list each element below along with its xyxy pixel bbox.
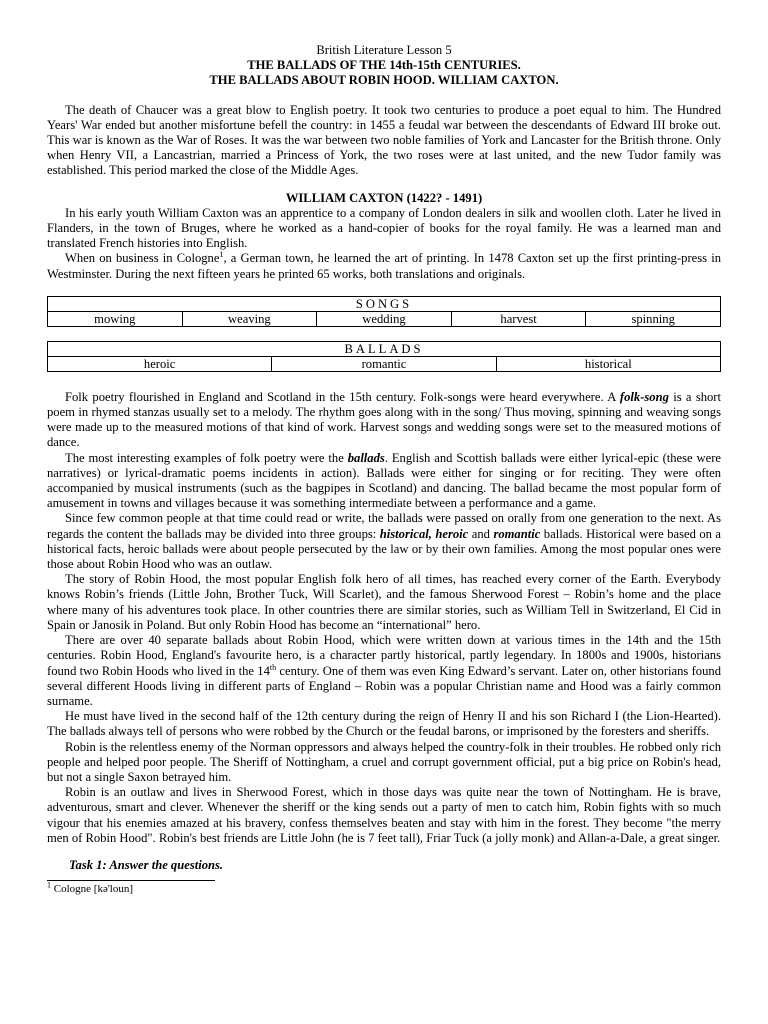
body-p5-text-a: There are over 40 separate ballads about Robin Hood, which were written down at various times in the 14th and the 15th centuries. Robin Hood, England's favourite hero, is a character partly historical, partly legendary. In 1800s and 1900s, historians found two Robin Hoods who lived in the 14	[47, 633, 721, 678]
term-ballads: ballads	[347, 450, 385, 465]
ballads-cell: romantic	[272, 356, 496, 371]
songs-table	[47, 296, 721, 327]
footnote-mark: 1	[47, 880, 51, 890]
body-p5-text-b: century. One of them was even King Edward’s servant. Later on, other historians found several different Hoods living in different parts of England – Robin was a popular Christian name and Hood was a fairly common surname.	[47, 663, 721, 708]
term-historical: historical	[379, 526, 429, 541]
document-header	[47, 43, 721, 89]
task-heading: Task 1: Answer the questions.	[69, 857, 224, 872]
term-heroic: heroic	[435, 526, 469, 541]
body-p3-sep-2: and	[468, 526, 494, 541]
body-paragraph-3	[47, 511, 721, 572]
body-paragraph-2	[47, 451, 721, 512]
term-folk-song: folk-song	[619, 389, 669, 404]
title-line-1: THE BALLADS OF THE 14th-15th CENTURIES.	[247, 58, 521, 73]
body-paragraph-6: He must have lived in the second half of the 12th century during the reign of Henry II and his son Richard I (the Lion-Hearted). The ballads always tell of persons who were robbed by the Church or the feudal barons, or imprisoned by the foresters and sheriffs.	[47, 709, 721, 739]
caxton-p2-text-a: When on business in Cologne	[65, 251, 220, 266]
songs-cell: wedding	[317, 311, 452, 326]
caxton-paragraph-2	[47, 251, 721, 281]
caxton-p2-text-b: , a German town, he learned the art of printing. In 1478 Caxton set up the first printing-press in Westminster. During the next fifteen years he printed 65 works, both translations and originals.	[47, 251, 721, 281]
caxton-heading: WILLIAM CAXTON (1422? - 1491)	[285, 190, 483, 205]
body-p2-text-b: . English and Scottish ballads were either lyrical-epic (these were narratives) or lyrical-dramatic poems incidents in action). Ballads were either for singing or for reciting. They were often accompanied by musical instruments (such as the bagpipes in Scotland) and dancing. The ballad became the most popular form of amusement in towns and villages because it was something intermediate between a performance and a game.	[47, 450, 722, 511]
songs-cell: mowing	[48, 311, 183, 326]
main-text	[47, 390, 721, 846]
ballads-table-title: BALLADS	[48, 341, 721, 356]
intro-paragraph: The death of Chaucer was a great blow to English poetry. It took two centuries to produce a poet equal to him. The Hundred Years' War ended but another misfortune befell the country: in 1455 a feudal war between the descendants of Edward III broke out. This war is known as the War of Roses. It was the war between two noble families of York and Lancaster for the British throne. Only when Henry VII, a Lancastrian, married a Princess of York, the two roses were at last united, and the new Tudor family was established. This period marked the close of the Middle Ages.	[47, 102, 721, 178]
songs-cell: spinning	[586, 311, 721, 326]
body-paragraph-1	[47, 390, 721, 451]
body-p2-text-a: The most interesting examples of folk poetry were the	[65, 450, 348, 465]
body-paragraph-7: Robin is the relentless enemy of the Norman oppressors and always helped the country-folk in their troubles. He robbed only rich people and helped poor people. The Sheriff of Nottingham, a cruel and corrupt government official, put a big price on Robin's head, but not a single Saxon betrayed him.	[47, 739, 721, 784]
footnote	[47, 880, 721, 896]
ballads-table	[47, 341, 721, 372]
document-page	[47, 43, 721, 896]
songs-table-title: SONGS	[48, 296, 721, 311]
body-p1-text-b: is a short poem in rhymed stanzas usually set to a melody. The rhythm goes along with in the song/ Thus moving, spinning and weaving songs were made up to the measured motions of that kind of work. Harvest songs and wedding songs were set to the measured motions of dance.	[47, 389, 722, 450]
caxton-paragraph-1: In his early youth William Caxton was an apprentice to a company of London dealers in silk and woollen cloth. Later he lived in Flanders, in the town of Bruges, where he worked as a hand-copier of books for the royal family. He was a learned man and translated French histories into English.	[47, 205, 721, 251]
ordinal-sup: th	[269, 662, 277, 672]
body-paragraph-8: Robin is an outlaw and lives in Sherwood Forest, which in those days was quite near the town of Nottingham. He is brave, adventurous, smart and clever. Whenever the sheriff or the king sends out a party of men to catch him, Robin fights with so much vigour that his enemies amazed at his bravery, confess themselves beaten and stay with him in the forest. They become "the merry men of Robin Hood". Robin's best friends are Little John (he is 7 feet tall), Friar Tuck (a jolly monk) and Allan-a-Dale, a great singer.	[47, 785, 721, 845]
ballads-cell: historical	[496, 356, 720, 371]
songs-cell: harvest	[451, 311, 586, 326]
term-romantic: romantic	[493, 526, 541, 541]
body-p1-text-a: Folk poetry flourished in England and Scotland in the 15th century. Folk-songs were heard everywhere. A	[65, 389, 620, 404]
body-p3-text-a: Since few common people at that time could read or write, the ballads were passed on orally from one generation to the next. As regards the content the ballads may be divided into three groups:	[47, 511, 721, 541]
body-paragraph-4: The story of Robin Hood, the most popular English folk hero of all times, has reached every corner of the Earth. Everybody knows Robin’s friends (Little John, Brother Tuck, Will Scarlet), and the famous Sherwood Forest – Robin’s home and the place where many of his adventures took place. In other countries there are similar stories, such as William Tell in Switzerland, El Cid in Spain or Janosik in Poland. But only Robin Hood has become an “international” hero.	[47, 572, 721, 632]
body-p3-sep-1: ,	[428, 526, 436, 541]
lesson-label: British Literature Lesson 5	[316, 43, 452, 57]
body-p3-text-b: ballads. Historical were based on a historical facts, heroic ballads were about people persecuted by the law or by their own families. Among the most popular ones were those about Robin Hood who was an outlaw.	[47, 526, 722, 572]
title-line-2: THE BALLADS ABOUT ROBIN HOOD. WILLIAM CAXTON.	[209, 73, 559, 88]
footnote-ref: 1	[219, 250, 224, 260]
footnote-text: Cologne [kə'loun]	[51, 883, 134, 896]
ballads-cell: heroic	[48, 356, 272, 371]
footnote-divider	[47, 880, 215, 881]
body-paragraph-5	[47, 633, 721, 709]
songs-cell: weaving	[182, 311, 317, 326]
